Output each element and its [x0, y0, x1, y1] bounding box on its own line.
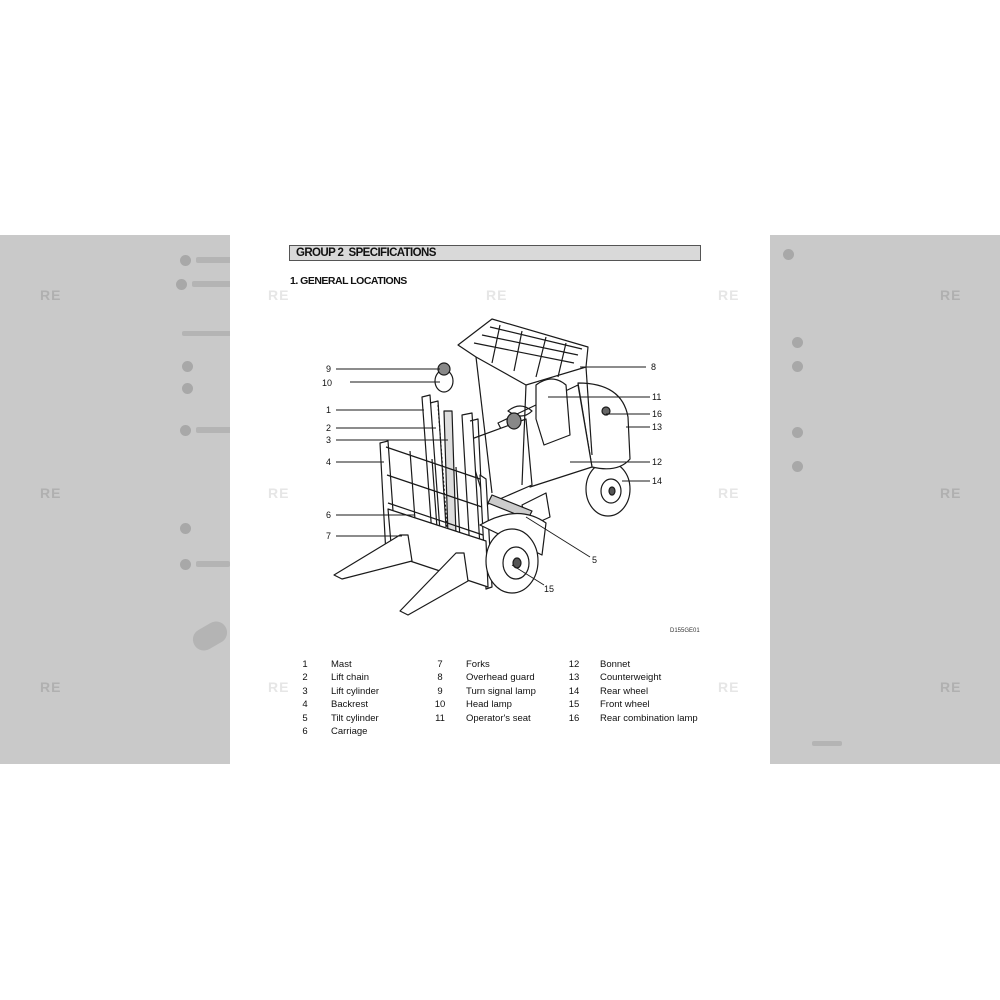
legend-item — [566, 713, 698, 726]
watermark: RE — [268, 485, 290, 501]
callout-15: 15 — [544, 584, 555, 594]
blur-bullet — [792, 337, 803, 348]
callout-4: 4 — [326, 457, 332, 467]
legend-item — [297, 659, 379, 672]
legend-item — [432, 659, 536, 672]
mast-right-rail — [462, 413, 480, 551]
legend-item — [432, 686, 536, 699]
overhead-guard-roof — [458, 319, 588, 385]
legend-column-2 — [432, 659, 536, 726]
watermark: RE — [40, 485, 62, 501]
legend-number: 11 — [435, 712, 445, 724]
legend-item — [432, 713, 536, 726]
legend-column-1 — [297, 659, 379, 739]
callout-16: 16 — [652, 409, 663, 419]
legend-label: Backrest — [331, 699, 368, 711]
legend-label: Bonnet — [600, 659, 631, 670]
callout-2: 2 — [326, 423, 332, 433]
legend-item — [297, 686, 379, 699]
legend-number: 6 — [302, 725, 308, 737]
legend-item — [432, 672, 536, 685]
callout-1: 1 — [326, 405, 332, 415]
blur-bullet — [792, 361, 803, 372]
blur-shape — [189, 617, 231, 654]
legend-item — [566, 699, 698, 712]
callout-11: 11 — [652, 392, 662, 402]
watermark: RE — [718, 485, 740, 501]
section-title: 1. GENERAL LOCATIONS — [290, 275, 407, 287]
blur-bullet — [180, 255, 191, 266]
rear-wheel-center — [609, 487, 615, 495]
legend-label: Front wheel — [600, 699, 650, 711]
legend-label: Rear wheel — [600, 685, 649, 697]
blur-bullet — [792, 461, 803, 472]
legend-number: 5 — [302, 712, 308, 724]
document-page — [230, 235, 770, 764]
head-lamp-right — [507, 413, 521, 429]
legend-item — [432, 699, 536, 712]
front-wheel — [486, 529, 538, 593]
blur-text — [196, 561, 230, 567]
legend-number: 3 — [302, 685, 308, 697]
legend-number: 15 — [568, 699, 580, 711]
callout-10: 10 — [322, 378, 333, 388]
blur-bullet — [792, 427, 803, 438]
blur-text — [812, 741, 842, 746]
fork-left — [334, 535, 412, 579]
watermark: RE — [268, 287, 290, 303]
watermark: RE — [40, 287, 62, 303]
group-header: GROUP 2 SPECIFICATIONS — [289, 245, 701, 261]
legend-label: Mast — [331, 659, 352, 670]
blur-text — [182, 331, 232, 336]
legend-number: 12 — [568, 659, 580, 670]
legend-label: Forks — [466, 659, 490, 670]
watermark: RE — [268, 679, 290, 695]
forklift-illustration — [334, 319, 630, 615]
blur-bullet — [180, 523, 191, 534]
legend-number: 8 — [437, 672, 443, 684]
blur-bullet — [182, 361, 193, 372]
legend-label: Rear combination lamp — [600, 712, 698, 724]
watermark: RE — [940, 287, 962, 303]
watermark: RE — [718, 679, 740, 695]
legend-item — [566, 659, 698, 672]
watermark: RE — [486, 287, 508, 303]
blur-bullet — [176, 279, 187, 290]
callout-9: 9 — [326, 364, 332, 374]
legend-item — [297, 699, 379, 712]
watermark: RE — [940, 679, 962, 695]
legend-item — [566, 686, 698, 699]
callout-12: 12 — [652, 457, 663, 467]
rear-wheel — [586, 462, 630, 516]
legend-label: Counterweight — [600, 672, 662, 684]
watermark: RE — [40, 679, 62, 695]
blur-text — [196, 427, 232, 433]
legend-label: Turn signal lamp — [466, 685, 536, 697]
forklift-diagram — [230, 235, 770, 655]
legend-label: Head lamp — [466, 699, 512, 711]
operator-seat — [536, 379, 570, 445]
legend-item — [297, 672, 379, 685]
legend-label: Overhead guard — [466, 672, 535, 684]
callout-13: 13 — [652, 422, 663, 432]
callout-8: 8 — [651, 362, 657, 372]
legend-item — [566, 672, 698, 685]
callout-6: 6 — [326, 510, 332, 520]
legend-label: Lift chain — [331, 672, 370, 684]
callout-3: 3 — [326, 435, 332, 445]
legend-number: 4 — [302, 699, 308, 711]
legend-number: 2 — [302, 672, 308, 684]
legend-number: 14 — [568, 685, 580, 697]
legend-item — [297, 713, 379, 726]
legend-label: Carriage — [331, 725, 368, 737]
watermark: RE — [940, 485, 962, 501]
callout-5: 5 — [592, 555, 598, 565]
callout-14: 14 — [652, 476, 663, 486]
legend-label: Operator's seat — [466, 712, 531, 724]
blur-bullet — [180, 559, 191, 570]
watermark: RE — [718, 287, 740, 303]
legend-number: 16 — [568, 712, 580, 724]
legend-column-3 — [566, 659, 698, 726]
blur-bullet — [180, 425, 191, 436]
legend-number: 10 — [434, 699, 446, 711]
legend-number: 1 — [302, 659, 308, 670]
blur-bullet — [783, 249, 794, 260]
figure-code: D155GE01 — [670, 628, 700, 634]
callout-7: 7 — [326, 531, 332, 541]
legend-item — [297, 726, 379, 739]
legend-number: 13 — [568, 672, 580, 684]
blur-bullet — [182, 383, 193, 394]
legend-number: 9 — [437, 685, 443, 697]
legend-label: Lift cylinder — [331, 685, 380, 697]
legend-number: 7 — [437, 659, 443, 670]
legend-label: Tilt cylinder — [331, 712, 379, 724]
